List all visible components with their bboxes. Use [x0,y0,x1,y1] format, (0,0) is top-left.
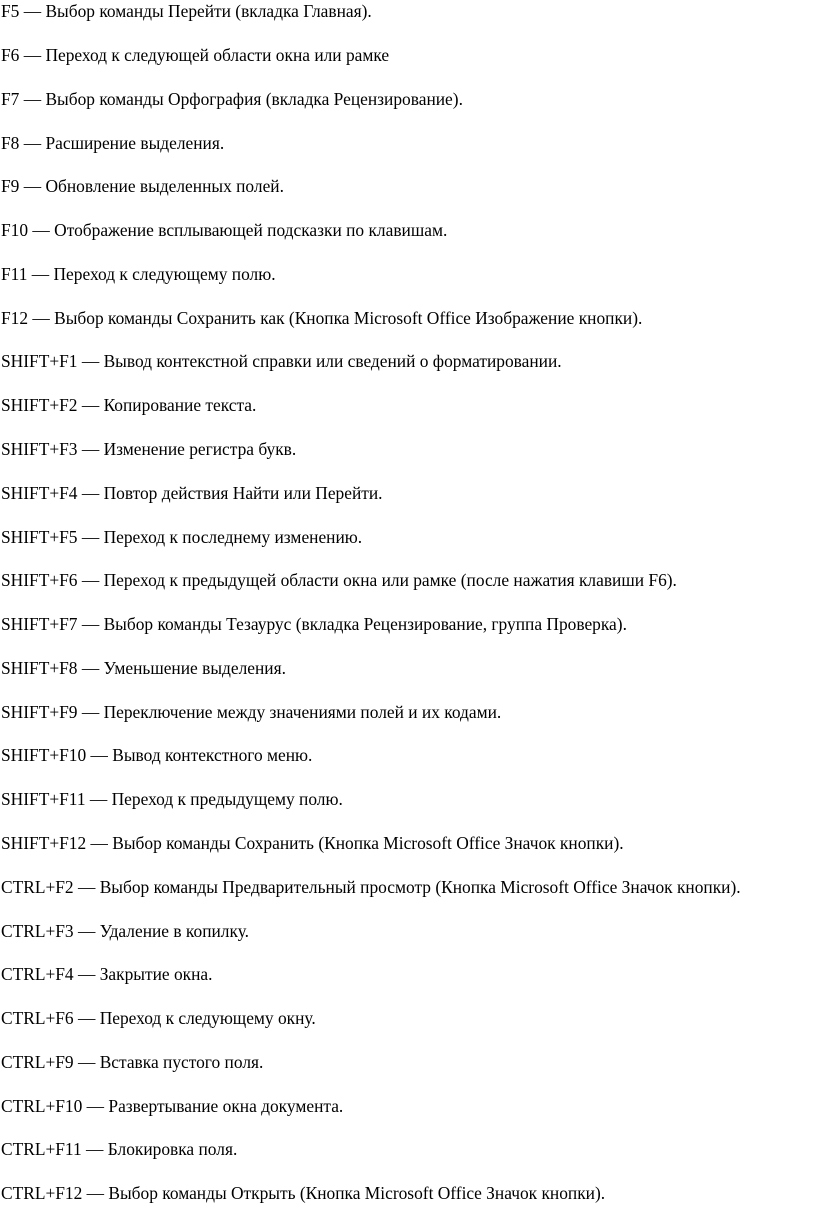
shortcut-line-shift-f5: SHIFT+F5 — Переход к последнему изменению. [1,527,363,547]
shortcut-line-ctrl-f2: CTRL+F2 — Выбор команды Предварительный просмотр (Кнопка Microsoft Office Значок кнопки). [1,877,741,897]
shortcut-line-shift-f1: SHIFT+F1 — Вывод контекстной справки или сведений о форматировании. [1,351,562,371]
shortcut-line-f6: F6 — Переход к следующей области окна или рамке [1,45,390,65]
shortcut-line-shift-f4: SHIFT+F4 — Повтор действия Найти или Перейти. [1,483,383,503]
shortcut-line-f7: F7 — Выбор команды Орфография (вкладка Рецензирование). [1,89,463,109]
shortcut-line-f5: F5 — Выбор команды Перейти (вкладка Главная). [1,1,372,21]
shortcut-line-f8: F8 — Расширение выделения. [1,133,225,153]
shortcut-line-f12: F12 — Выбор команды Сохранить как (Кнопка Microsoft Office Изображение кнопки). [1,308,643,328]
shortcut-line-ctrl-f9: CTRL+F9 — Вставка пустого поля. [1,1052,264,1072]
shortcut-line-shift-f11: SHIFT+F11 — Переход к предыдущему полю. [1,789,343,809]
shortcut-line-ctrl-f3: CTRL+F3 — Удаление в копилку. [1,921,249,941]
shortcut-line-ctrl-f6: CTRL+F6 — Переход к следующему окну. [1,1008,316,1028]
shortcut-line-shift-f6: SHIFT+F6 — Переход к предыдущей области окна или рамке (после нажатия клавиши F6). [1,570,677,590]
shortcut-line-f10: F10 — Отображение всплывающей подсказки по клавишам. [1,220,448,240]
shortcut-line-shift-f7: SHIFT+F7 — Выбор команды Тезаурус (вкладка Рецензирование, группа Проверка). [1,614,627,634]
shortcut-line-shift-f2: SHIFT+F2 — Копирование текста. [1,395,257,415]
shortcut-line-ctrl-f10: CTRL+F10 — Развертывание окна документа. [1,1096,344,1116]
shortcut-line-shift-f3: SHIFT+F3 — Изменение регистра букв. [1,439,297,459]
shortcut-line-f11: F11 — Переход к следующему полю. [1,264,276,284]
shortcut-line-ctrl-f4: CTRL+F4 — Закрытие окна. [1,964,213,984]
shortcut-line-shift-f9: SHIFT+F9 — Переключение между значениями полей и их кодами. [1,702,502,722]
shortcut-line-f9: F9 — Обновление выделенных полей. [1,176,284,196]
shortcut-line-ctrl-f11: CTRL+F11 — Блокировка поля. [1,1139,238,1159]
shortcut-line-shift-f12: SHIFT+F12 — Выбор команды Сохранить (Кнопка Microsoft Office Значок кнопки). [1,833,624,853]
shortcut-line-ctrl-f12: CTRL+F12 — Выбор команды Открыть (Кнопка Microsoft Office Значок кнопки). [1,1183,606,1203]
shortcut-line-shift-f8: SHIFT+F8 — Уменьшение выделения. [1,658,286,678]
shortcut-line-shift-f10: SHIFT+F10 — Вывод контекстного меню. [1,745,313,765]
